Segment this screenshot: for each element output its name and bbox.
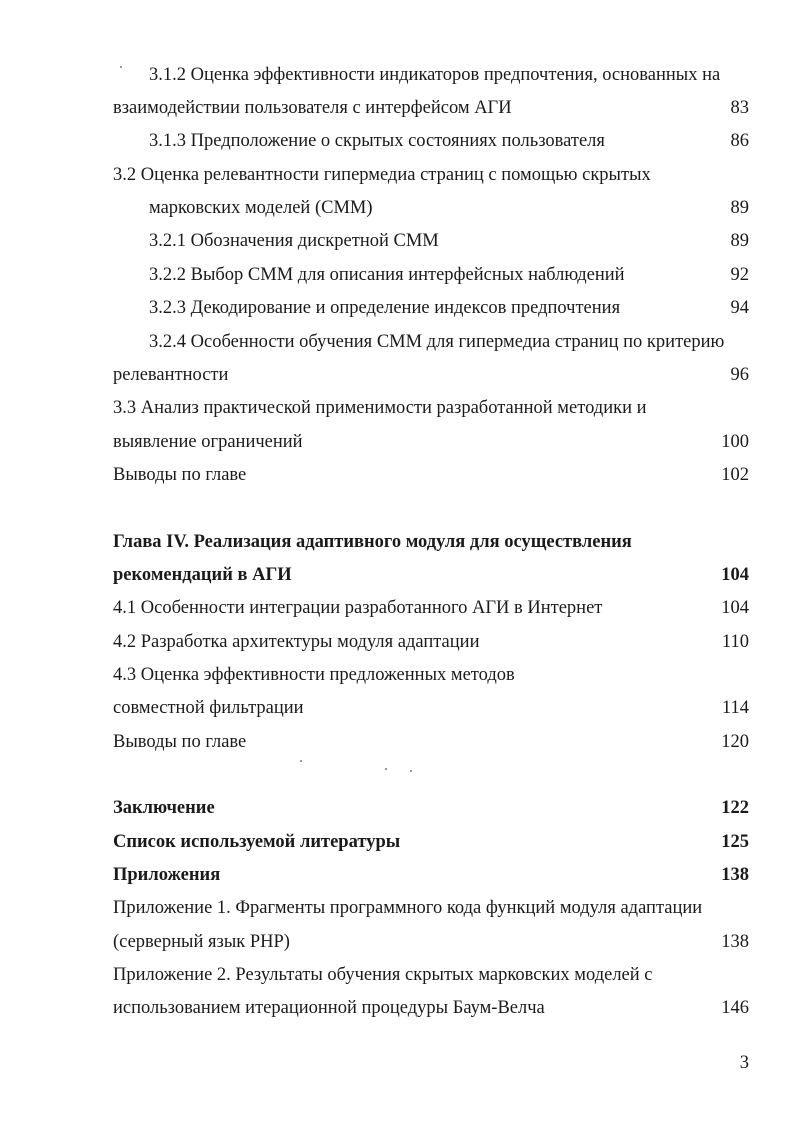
toc-entry-3-3-cont: выявление ограничений bbox=[113, 432, 303, 452]
toc-entry-3-1-2: 3.1.2 Оценка эффективности индикаторов предпочтения, основанных на bbox=[149, 65, 721, 85]
toc-entry-chapter-4-summary: Выводы по главе bbox=[113, 732, 247, 752]
scan-speck bbox=[410, 770, 412, 772]
toc-entry-3-2-3: 3.2.3 Декодирование и определение индексов предпочтения bbox=[149, 298, 621, 318]
scan-speck bbox=[120, 66, 122, 68]
scan-speck bbox=[385, 768, 387, 770]
toc-page-number: 146 bbox=[721, 998, 749, 1018]
scan-speck bbox=[300, 760, 302, 762]
toc-page-number: 94 bbox=[730, 298, 749, 318]
toc-entry-3-2-4-cont: релевантности bbox=[113, 365, 229, 385]
toc-appendix-1-cont: (серверный язык PHP) bbox=[113, 932, 290, 952]
toc-entry-3-1-3: 3.1.3 Предположение о скрытых состояниях пользователя bbox=[149, 131, 605, 151]
toc-page-number: 100 bbox=[721, 432, 749, 452]
toc-page-number: 110 bbox=[721, 632, 749, 652]
toc-entry-4-1: 4.1 Особенности интеграции разработанного АГИ в Интернет bbox=[113, 598, 603, 618]
toc-page-number: 122 bbox=[721, 798, 749, 818]
toc-entry-3-2-1: 3.2.1 Обозначения дискретной СММ bbox=[149, 231, 439, 251]
toc-page-number: 104 bbox=[721, 598, 749, 618]
toc-entry-3-2: 3.2 Оценка релевантности гипермедиа страниц с помощью скрытых bbox=[113, 165, 651, 185]
toc-entry-4-3: 4.3 Оценка эффективности предложенных методов bbox=[113, 665, 515, 685]
toc-page-number: 92 bbox=[730, 265, 749, 285]
toc-entry-3-3: 3.3 Анализ практической применимости разработанной методики и bbox=[113, 398, 647, 418]
toc-page-number: 125 bbox=[721, 832, 749, 852]
toc-page-number: 89 bbox=[730, 231, 749, 251]
toc-page-number: 114 bbox=[721, 698, 749, 718]
toc-entry-4-3-cont: совместной фильтрации bbox=[113, 698, 304, 718]
toc-page-number: 120 bbox=[721, 732, 749, 752]
toc-entry-4-2: 4.2 Разработка архитектуры модуля адаптации bbox=[113, 632, 480, 652]
toc-appendix-1: Приложение 1. Фрагменты программного кода функций модуля адаптации bbox=[113, 898, 703, 918]
toc-page-number: 86 bbox=[730, 131, 749, 151]
toc-references: Список используемой литературы bbox=[113, 832, 401, 852]
toc-page-number: 138 bbox=[721, 865, 749, 885]
toc-appendix-2: Приложение 2. Результаты обучения скрытых марковских моделей с bbox=[113, 965, 653, 985]
toc-chapter-4-title-cont: рекомендаций в АГИ bbox=[113, 565, 292, 585]
toc-entry-chapter-3-summary: Выводы по главе bbox=[113, 465, 247, 485]
toc-page-number: 89 bbox=[730, 198, 749, 218]
toc-entry-3-1-2-cont: взаимодействии пользователя с интерфейсом АГИ bbox=[113, 98, 512, 118]
toc-page-number: 138 bbox=[721, 932, 749, 952]
toc-entry-3-2-4: 3.2.4 Особенности обучения СММ для гипермедиа страниц по критерию bbox=[149, 332, 725, 352]
toc-entry-3-2-cont: марковских моделей (СММ) bbox=[149, 198, 373, 218]
toc-page-number: 83 bbox=[730, 98, 749, 118]
toc-appendices: Приложения bbox=[113, 865, 221, 885]
toc-appendix-2-cont: использованием итерационной процедуры Баум-Велча bbox=[113, 998, 545, 1018]
toc-page-number: 96 bbox=[730, 365, 749, 385]
toc-entry-3-2-2: 3.2.2 Выбор СММ для описания интерфейсных наблюдений bbox=[149, 265, 625, 285]
toc-conclusion: Заключение bbox=[113, 798, 215, 818]
toc-page-number: 102 bbox=[721, 465, 749, 485]
toc-chapter-4-title: Глава IV. Реализация адаптивного модуля для осуществления bbox=[113, 532, 632, 552]
page-number: 3 bbox=[739, 1053, 749, 1073]
toc-page-number: 104 bbox=[721, 565, 749, 585]
